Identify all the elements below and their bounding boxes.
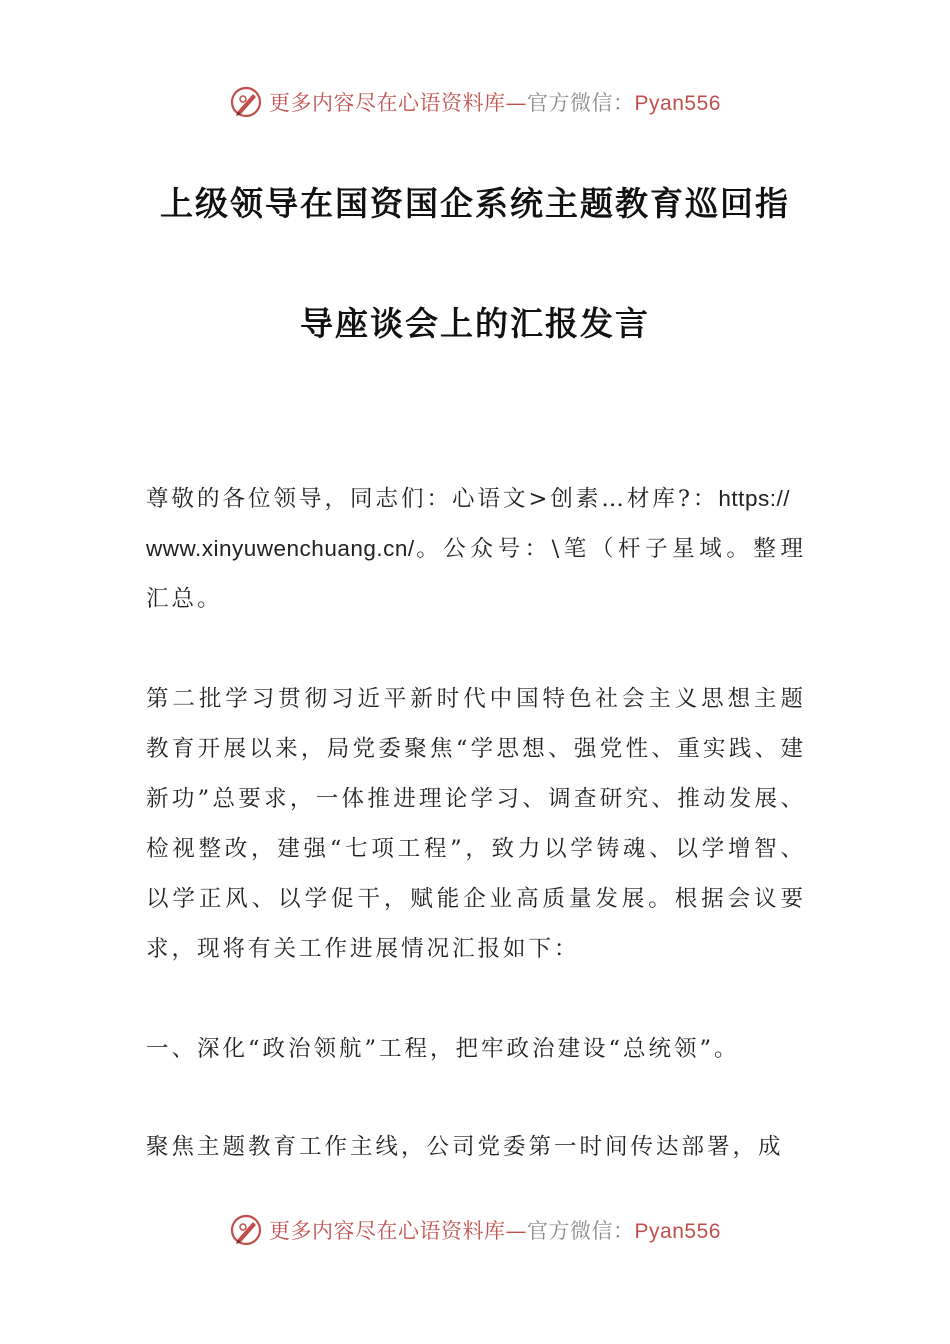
banner-text: 更多内容尽在心语资料库: [269, 91, 506, 115]
document-title-line-2: 导座谈会上的汇报发言: [300, 304, 650, 343]
header-banner: [0, 82, 950, 122]
footer-banner: [0, 1210, 950, 1250]
banner-wechat-id: Pyan556: [634, 1220, 721, 1243]
banner-wechat-label: 官方微信：: [527, 1219, 635, 1243]
document-title-line-1: 上级领导在国资国企系统主题教育巡回指: [160, 184, 790, 223]
paragraph-greeting: [146, 474, 806, 624]
pen-logo-icon: [229, 85, 263, 119]
pen-logo-icon: [229, 1213, 263, 1247]
greeting-tail: 。公众号：\笔（杆子星域。整理汇总。: [146, 536, 806, 612]
banner-text: 更多内容尽在心语资料库: [269, 1219, 506, 1243]
paragraph-section-1: 聚焦主题教育工作主线，公司党委第一时间传达部署，成: [146, 1134, 784, 1160]
website-url-part1: https://: [718, 486, 790, 511]
banner-dash: —: [505, 91, 528, 115]
banner-wechat-id: Pyan556: [634, 92, 721, 115]
section-heading-1: 一、深化“政治领航”工程，把牢政治建设“总统领”。: [146, 1036, 740, 1062]
paragraph-intro: 第二批学习贯彻习近平新时代中国特色社会主义思想主题教育开展以来，局党委聚焦“学思想、强党性、重实践、建新功”总要求，一体推进理论学习、调查研究、推动发展、检视整改，建强“七项工程”，致力以学铸魂、以学增智、以学正风、以学促干，赋能企业高质量发展。根据会议要求，现将有关工作进展情况汇报如下：: [146, 686, 806, 962]
banner-wechat-label: 官方微信：: [527, 91, 635, 115]
website-url-part2: www.xinyuwenchuang.cn/: [146, 536, 415, 561]
banner-dash: —: [505, 1219, 528, 1243]
greeting-text: 尊敬的各位领导，同志们：心语文>创素…材库?：: [146, 486, 719, 512]
